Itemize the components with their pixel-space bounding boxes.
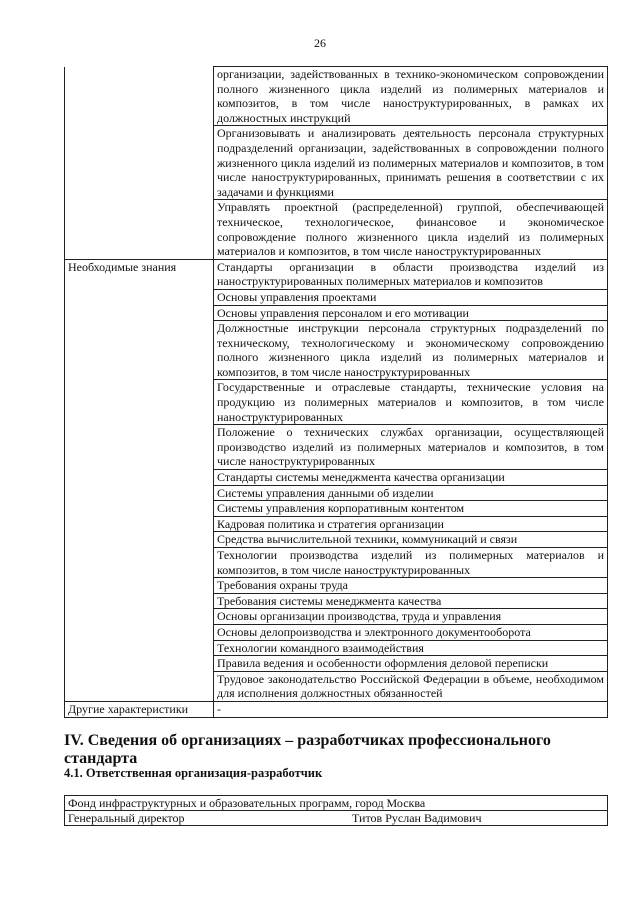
signatory-role: Генеральный директор	[68, 811, 185, 825]
knowledge-text: Трудовое законодательство Российской Федерации в объеме, необходимом для исполнения должностных обязанностей	[214, 671, 608, 701]
other-row	[65, 701, 608, 717]
skills-table-body	[65, 67, 608, 718]
knowledge-text: Стандарты организации в области производства изделий из наноструктурированных полимерных материалов и композитов	[214, 259, 608, 289]
skill-text: организации, задействованных в технико-экономическом сопровождении полного жизненного цикла изделий из полимерных материалов и композитов, в том числе наноструктурированных, в рамках их должностных инструкций	[214, 67, 608, 126]
knowledge-text: Требования системы менеджмента качества	[214, 593, 608, 609]
skill-text: Организовывать и анализировать деятельность персонала структурных подразделений организации, задействованных в сопровождении полного жизненного цикла изделий из полимерных материалов и композитов, в том числе наноструктурированных, принимать решения в соответствии с их задачами и функциями	[214, 126, 608, 200]
knowledge-text: Требования охраны труда	[214, 578, 608, 594]
skill-text: Управлять проектной (распределенной) группой, обеспечивающей техническое, технологическое, финансовое и экономическое сопровождение полного жизненного цикла изделий из полимерных материалов и композитов, в том числе наноструктурированных	[214, 200, 608, 259]
organization-name-row	[65, 796, 608, 811]
knowledge-text: Системы управления корпоративным контентом	[214, 501, 608, 517]
knowledge-text: Кадровая политика и стратегия организации	[214, 516, 608, 532]
signatory-cell	[65, 811, 608, 826]
knowledge-text: Средства вычислительной техники, коммуникаций и связи	[214, 532, 608, 548]
knowledge-text: Должностные инструкции персонала структурных подразделений по техническому, технологическому и экономическому сопровождению полного жизненного цикла изделий из полимерных материалов и композитов, в том числе наноструктурированных	[214, 321, 608, 380]
knowledge-text: Технологии командного взаимодействия	[214, 640, 608, 656]
knowledge-row	[65, 259, 608, 289]
knowledge-text: Основы управления персоналом и его мотивации	[214, 305, 608, 321]
knowledge-text: Положение о технических службах организации, осуществляющей производство изделий из полимерных материалов и композитов, в том числе наноструктурированных	[214, 425, 608, 470]
knowledge-text: Технологии производства изделий из полимерных материалов и композитов, в том числе наноструктурированных	[214, 548, 608, 578]
skill-row	[65, 67, 608, 126]
knowledge-text: Основы управления проектами	[214, 289, 608, 305]
label-cell-empty	[65, 200, 214, 259]
knowledge-text: Государственные и отраслевые стандарты, технические условия на продукцию из полимерных материалов и композитов, в том числе наноструктурированных	[214, 380, 608, 425]
label-cell-empty	[65, 67, 214, 126]
knowledge-text: Системы управления данными об изделии	[214, 485, 608, 501]
section-heading: IV. Сведения об организациях – разработчиках профессионального стандарта	[64, 732, 551, 767]
other-label: Другие характеристики	[65, 701, 214, 717]
signatory-line	[68, 811, 604, 825]
other-value: -	[214, 701, 608, 717]
skills-table	[64, 66, 608, 718]
page-number: 26	[314, 36, 326, 50]
skill-row	[65, 200, 608, 259]
knowledge-text: Основы делопроизводства и электронного документооборота	[214, 624, 608, 640]
organization-name: Фонд инфраструктурных и образовательных программ, город Москва	[65, 796, 608, 811]
organization-table	[64, 795, 608, 826]
knowledge-text: Основы организации производства, труда и управления	[214, 609, 608, 625]
skill-row	[65, 126, 608, 200]
knowledge-text: Стандарты системы менеджмента качества организации	[214, 470, 608, 486]
signatory-row	[65, 811, 608, 826]
signatory-name: Титов Руслан Вадимович	[352, 811, 482, 825]
label-cell-empty	[65, 126, 214, 200]
knowledge-label: Необходимые знания	[65, 259, 214, 701]
subsection-heading: 4.1. Ответственная организация-разработчик	[64, 766, 323, 780]
knowledge-text: Правила ведения и особенности оформления деловой переписки	[214, 656, 608, 672]
